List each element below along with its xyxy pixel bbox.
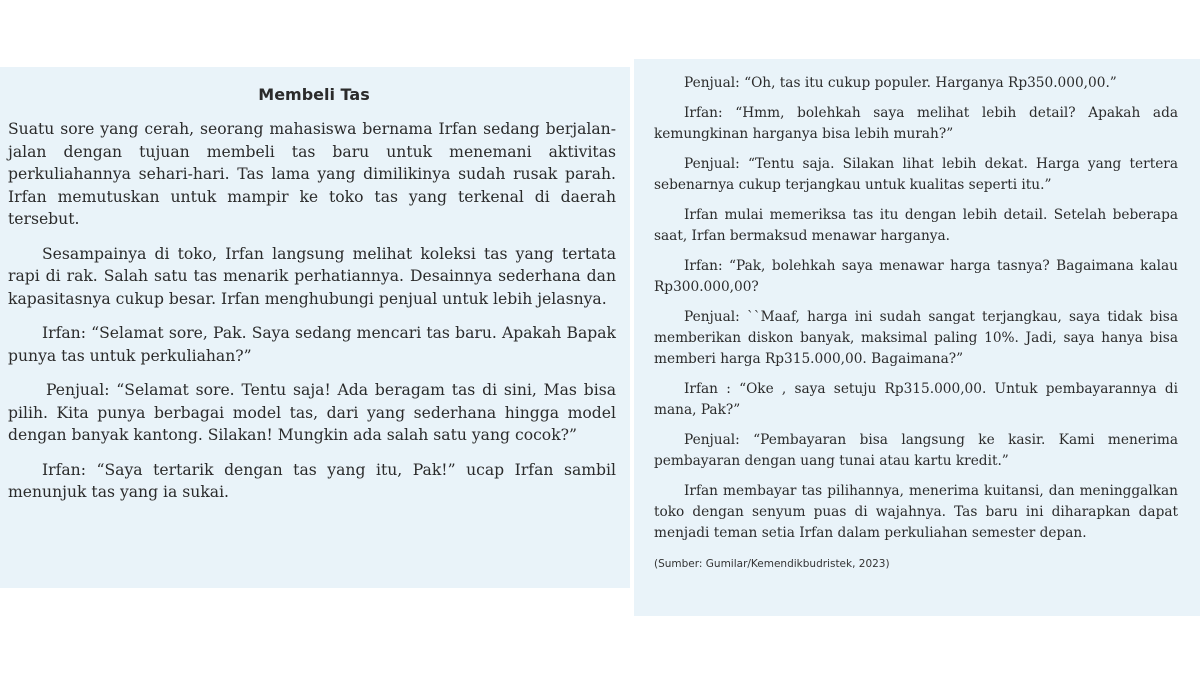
paragraph: Sesampainya di toko, Irfan langsung melihat koleksi tas yang tertata rapi di rak. Salah satu tas menarik perhatiannya. Desainnya sederhana dan kapasitasnya cukup besar. Irfan menghubungi penjual untuk lebih jelasnya. <box>8 244 616 308</box>
paragraph: Irfan: “Selamat sore, Pak. Saya sedang mencari tas baru. Apakah Bapak punya tas untuk perkuliahan?” <box>8 324 616 365</box>
paragraph: Irfan: “Hmm, bolehkah saya melihat lebih detail? Apakah ada kemungkinan harganya bisa lebih murah?” <box>654 105 1178 142</box>
left-text-panel <box>0 67 630 588</box>
right-text-panel <box>634 59 1200 616</box>
paragraph: Irfan: “Saya tertarik dengan tas yang itu, Pak!” ucap Irfan sambil menunjuk tas yang ia sukai. <box>8 460 616 501</box>
paragraph: Penjual: “Oh, tas itu cukup populer. Harganya Rp350.000,00.” <box>684 75 1117 91</box>
paragraph: Penjual: “Pembayaran bisa langsung ke kasir. Kami menerima pembayaran dengan uang tunai atau kartu kredit.” <box>654 432 1178 469</box>
story-title: Membeli Tas <box>258 85 370 104</box>
paragraph: Irfan membayar tas pilihannya, menerima kuitansi, dan meninggalkan toko dengan senyum puas di wajahnya. Tas baru ini diharapkan dapat menjadi teman setia Irfan dalam perkuliahan semester depan. <box>654 483 1178 541</box>
paragraph: Irfan : “Oke , saya setuju Rp315.000,00. Untuk pembayarannya di mana, Pak?” <box>654 381 1178 418</box>
paragraph: Penjual: ``Maaf, harga ini sudah sangat terjangkau, saya tidak bisa memberikan diskon banyak, maksimal paling 10%. Jadi, saya hanya bisa memberi harga Rp315.000,00. Bagaimana?” <box>654 309 1178 367</box>
paragraph: Penjual: “Tentu saja. Silakan lihat lebih dekat. Harga yang tertera sebenarnya cukup terjangkau untuk kualitas seperti itu.” <box>654 156 1178 193</box>
paragraph: Penjual: “Selamat sore. Tentu saja! Ada beragam tas di sini, Mas bisa pilih. Kita punya berbagai model tas, dari yang sederhana hingga model dengan banyak kantong. Silakan! Mungkin ada salah satu yang cocok?” <box>8 381 616 444</box>
source-citation: (Sumber: Gumilar/Kemendikbudristek, 2023) <box>654 558 890 570</box>
paragraph: Suatu sore yang cerah, seorang mahasiswa bernama Irfan sedang berjalan-jalan dengan tujuan membeli tas baru untuk menemani aktivitas perkuliahannya sehari-hari. Tas lama yang dimilikinya sudah rusak parah. Irfan memutuskan untuk mampir ke toko tas yang terkenal di daerah tersebut. <box>8 120 616 228</box>
paragraph: Irfan mulai memeriksa tas itu dengan lebih detail. Setelah beberapa saat, Irfan bermaksud menawar harganya. <box>654 207 1178 244</box>
paragraph: Irfan: “Pak, bolehkah saya menawar harga tasnya? Bagaimana kalau Rp300.000,00? <box>654 258 1178 295</box>
